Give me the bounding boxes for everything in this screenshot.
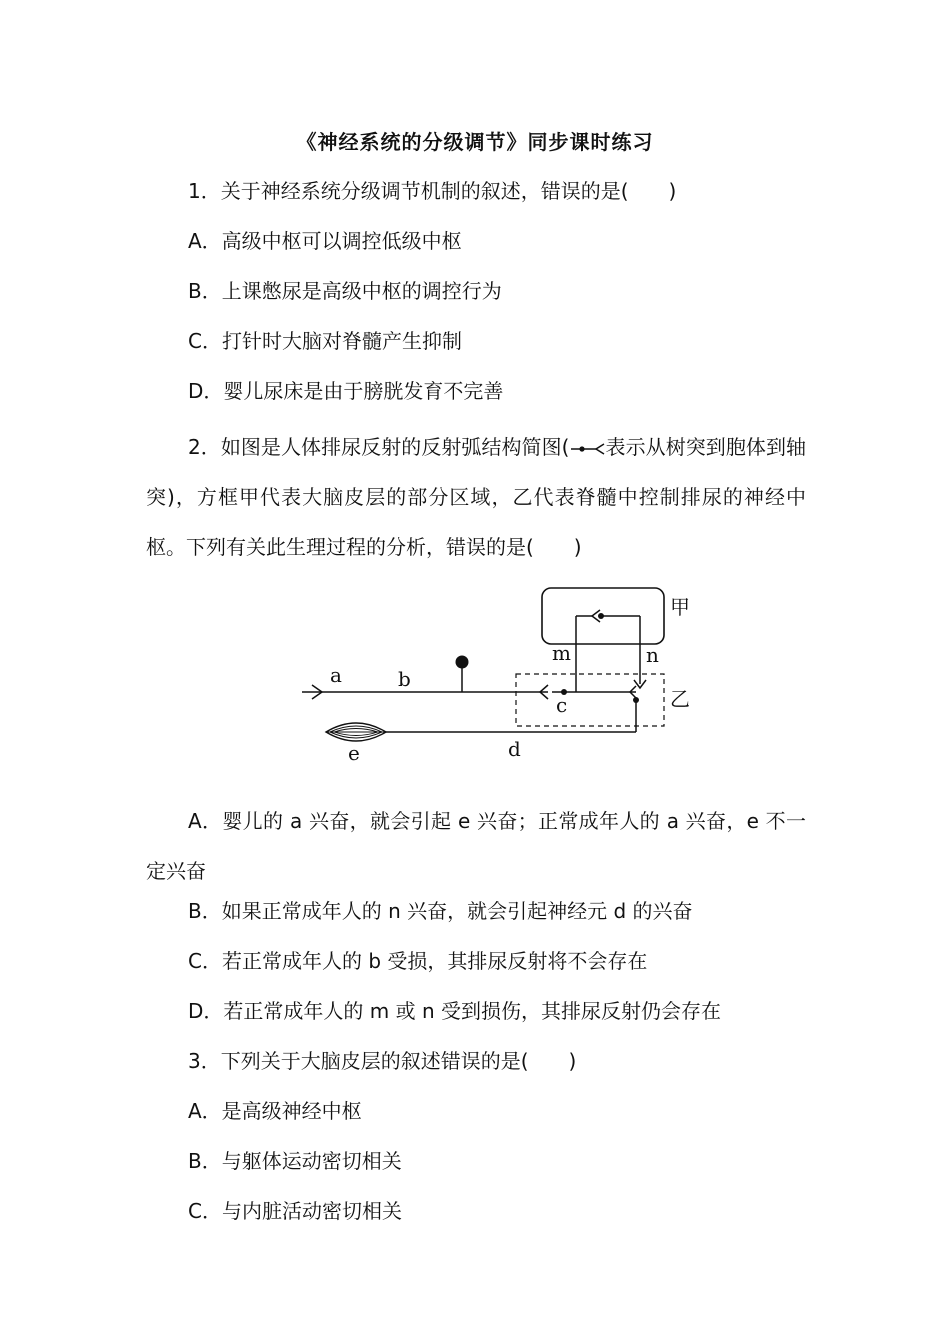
effector-e-icon — [326, 723, 386, 741]
q2-stem-part2: 表示从树突到胞体到轴突)，方框甲代表大脑皮层的部分区域，乙代表脊髓中控制排尿的神经中枢。下列有关此生理过程的分析，错误的是( ) — [146, 435, 807, 559]
q2-stem — [146, 422, 806, 572]
q1-option-b: B．上课憋尿是高级中枢的调控行为 — [188, 279, 502, 303]
q2-option-d: D．若正常成年人的 m 或 n 受到损伤，其排尿反射仍会存在 — [188, 999, 721, 1023]
q2-option-a: A．婴儿的 a 兴奋，就会引起 e 兴奋；正常成年人的 a 兴奋，e 不一定兴奋 — [146, 809, 806, 883]
label-m: m — [552, 641, 571, 665]
label-b: b — [398, 667, 411, 691]
label-n: n — [646, 643, 659, 667]
q2-option-c: C．若正常成年人的 b 受损，其排尿反射将不会存在 — [188, 949, 648, 973]
neuron-direction-symbol-icon — [570, 442, 606, 456]
label-yi: 乙 — [670, 687, 690, 711]
q1-option-c: C．打针时大脑对脊髓产生抑制 — [188, 329, 462, 353]
label-a: a — [330, 663, 342, 687]
q2-option-b: B．如果正常成年人的 n 兴奋，就会引起神经元 d 的兴奋 — [188, 899, 693, 923]
q2-stem-part1: 2．如图是人体排尿反射的反射弧结构简图( — [188, 435, 570, 459]
label-c: c — [556, 693, 568, 717]
q3-stem: 3．下列关于大脑皮层的叙述错误的是( ) — [188, 1049, 577, 1073]
q3-option-b: B．与躯体运动密切相关 — [188, 1149, 402, 1173]
q1-stem: 1．关于神经系统分级调节机制的叙述，错误的是( ) — [188, 179, 677, 203]
page-title: 《神经系统的分级调节》同步课时练习 — [296, 130, 654, 154]
ganglion-cell-body — [456, 656, 469, 669]
reflex-arc-diagram — [290, 578, 710, 778]
label-e: e — [348, 741, 360, 765]
q1-option-a: A．高级中枢可以调控低级中枢 — [188, 229, 462, 253]
q3-option-a: A．是高级神经中枢 — [188, 1099, 362, 1123]
q1-option-d: D．婴儿尿床是由于膀胱发育不完善 — [188, 379, 504, 403]
q3-option-c: C．与内脏活动密切相关 — [188, 1199, 402, 1223]
spinal-box-yi — [516, 674, 664, 726]
label-d: d — [508, 737, 521, 761]
label-jia: 甲 — [670, 595, 690, 619]
